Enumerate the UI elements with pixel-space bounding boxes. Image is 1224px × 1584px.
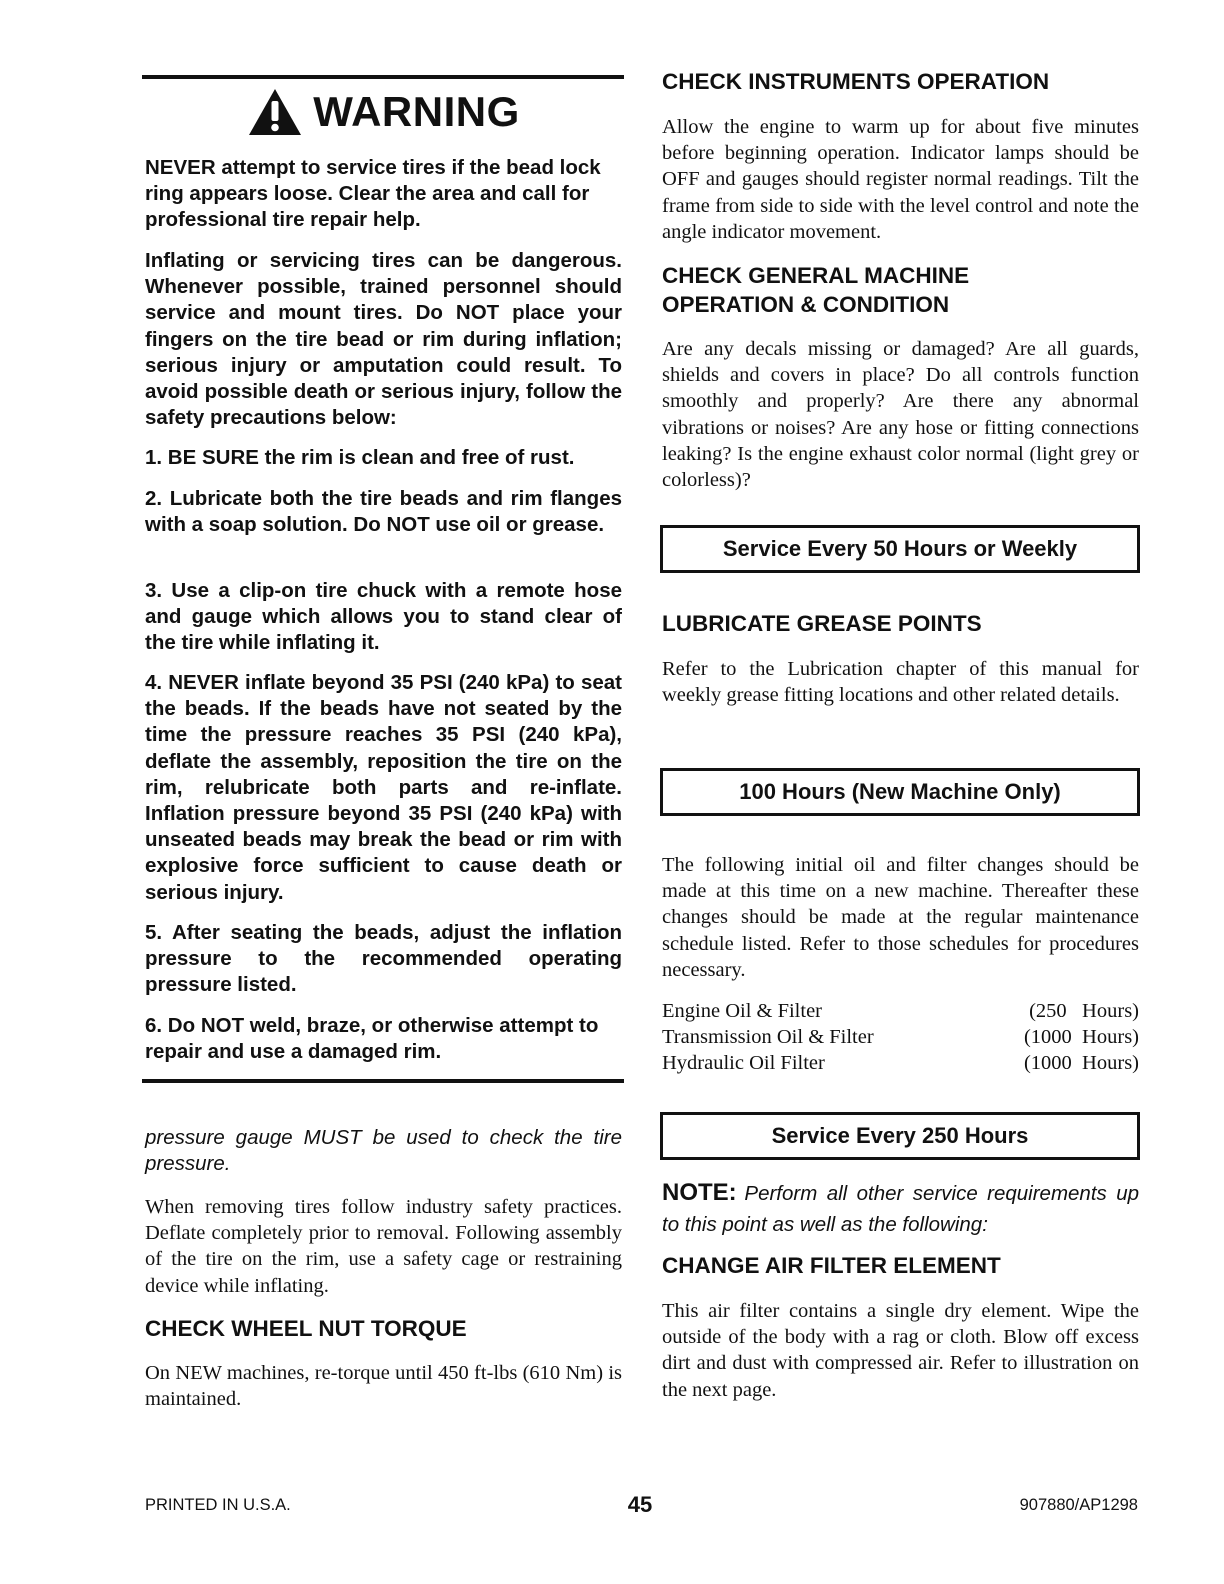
warning-top-rule (142, 75, 624, 79)
warning-step-4: 4. NEVER inflate beyond 35 PSI (240 kPa) to seat the beads. If the beads have not seated by the time the pressure reaches 35 PSI (240 kPa), deflate the assembly, reposition the tire on the rim, relubricate both parts and re-inflate. Inflation pressure beyond 35 PSI (240 kPa) with unseated beads may break the bead or rim with explosive force sufficient to cause death or serious injury. (145, 671, 622, 904)
warning-danger-text: Inflating or servicing tires can be dangerous. Whenever possible, trained personnel should service and mount tires. Do NOT place your fingers on the tire bead or rim during inflation; serious injury or amputation could result. To avoid possible death or serious injury, follow the safety precautions below: (145, 249, 622, 430)
air-filter-text: This air filter contains a single dry element. Wipe the outside of the body with a rag or cloth. Blow off excess dirt and dust with compressed air. Refer to illustration on the next page. (662, 1300, 1139, 1401)
grease-text: Refer to the Lubrication chapter of this manual for weekly grease fitting locations and other related details. (662, 658, 1139, 707)
general-heading-line-2: OPERATION & CONDITION (662, 291, 950, 317)
schedule-hours: (1000 Hours) (1023, 1026, 1139, 1049)
grease-heading: LUBRICATE GREASE POINTS (662, 611, 982, 636)
service-50-hours-box: Service Every 50 Hours or Weekly (660, 525, 1140, 573)
warning-bottom-rule (142, 1079, 624, 1083)
general-heading-line-1: CHECK GENERAL MACHINE (662, 263, 970, 288)
schedule-item: Engine Oil & Filter (662, 1000, 822, 1022)
note-label: NOTE: (662, 1179, 737, 1206)
schedule-row (662, 998, 1139, 1024)
warning-step-1: 1. BE SURE the rim is clean and free of rust. (145, 446, 575, 469)
service-100-hours-box: 100 Hours (New Machine Only) (660, 768, 1140, 816)
warning-triangle-icon (247, 87, 303, 137)
service-250-hours-box: Service Every 250 Hours (660, 1112, 1140, 1160)
wheel-nut-heading: CHECK WHEEL NUT TORQUE (145, 1316, 467, 1341)
instruments-heading: CHECK INSTRUMENTS OPERATION (662, 69, 1050, 94)
warning-step-5: 5. After seating the beads, adjust the inflation pressure to the recommended operating pressure listed. (145, 921, 622, 997)
schedule-item: Hydraulic Oil Filter (662, 1052, 825, 1075)
warning-step-6: 6. Do NOT weld, braze, or otherwise attempt to repair and use a damaged rim. (145, 1014, 599, 1064)
oil-filter-text: The following initial oil and filter changes should be made at this time on a new machine. Thereafter these changes should be made at the regular maintenance schedule listed. Refer to those schedules for procedures necessary. (662, 854, 1139, 981)
instruments-text: Allow the engine to warm up for about five minutes before beginning operation. Indicator lamps should be OFF and gauges should register normal readings. Tilt the frame from side to side with the level control and note the angle indicator movement. (662, 116, 1139, 243)
footer-printed: PRINTED IN U.S.A. (145, 1496, 291, 1514)
warning-title-text: WARNING (313, 88, 520, 135)
warning-step-3: 3. Use a clip-on tire chuck with a remote hose and gauge which allows you to stand clear of the tire while inflating it. (145, 579, 622, 655)
warning-intro: NEVER attempt to service tires if the bead lock ring appears loose. Clear the area and call for professional tire repair help. (145, 156, 601, 232)
warning-step-2: 2. Lubricate both the tire beads and rim flanges with a soap solution. Do NOT use oil or grease. (145, 487, 622, 537)
oil-schedule-list (662, 998, 1139, 1077)
schedule-hours: (1000 Hours) (1023, 1052, 1139, 1075)
general-condition-text: Are any decals missing or damaged? Are all guards, shields and covers in place? Do all controls function smoothly and properly? Are there any abnormal vibrations or noises? Are any hose or fitting connections leaking? Is the engine exhaust color normal (light grey or colorless)? (662, 338, 1139, 492)
page-number: 45 (627, 1492, 653, 1517)
schedule-item: Transmission Oil & Filter (662, 1026, 874, 1049)
wheel-nut-text: On NEW machines, re-torque until 450 ft-lbs (610 Nm) is maintained. (145, 1362, 622, 1411)
pressure-gauge-note: pressure gauge MUST be used to check the tire pressure. (145, 1126, 622, 1175)
service-note (662, 1178, 1139, 1241)
general-heading (662, 262, 1139, 319)
note-text: Perform all other service requirements up to this point as well as the following: (662, 1182, 1139, 1236)
warning-title (145, 86, 622, 138)
schedule-row (662, 1024, 1139, 1050)
schedule-hours: (250 Hours) (1029, 1000, 1139, 1022)
footer-doc-id: 907880/AP1298 (1019, 1496, 1138, 1514)
air-filter-heading: CHANGE AIR FILTER ELEMENT (662, 1253, 1001, 1278)
tire-removal-text: When removing tires follow industry safety practices. Deflate completely prior to removal. Following assembly of the tire on the rim, use a safety cage or restraining device while inflating. (145, 1196, 622, 1297)
schedule-row (662, 1050, 1139, 1076)
